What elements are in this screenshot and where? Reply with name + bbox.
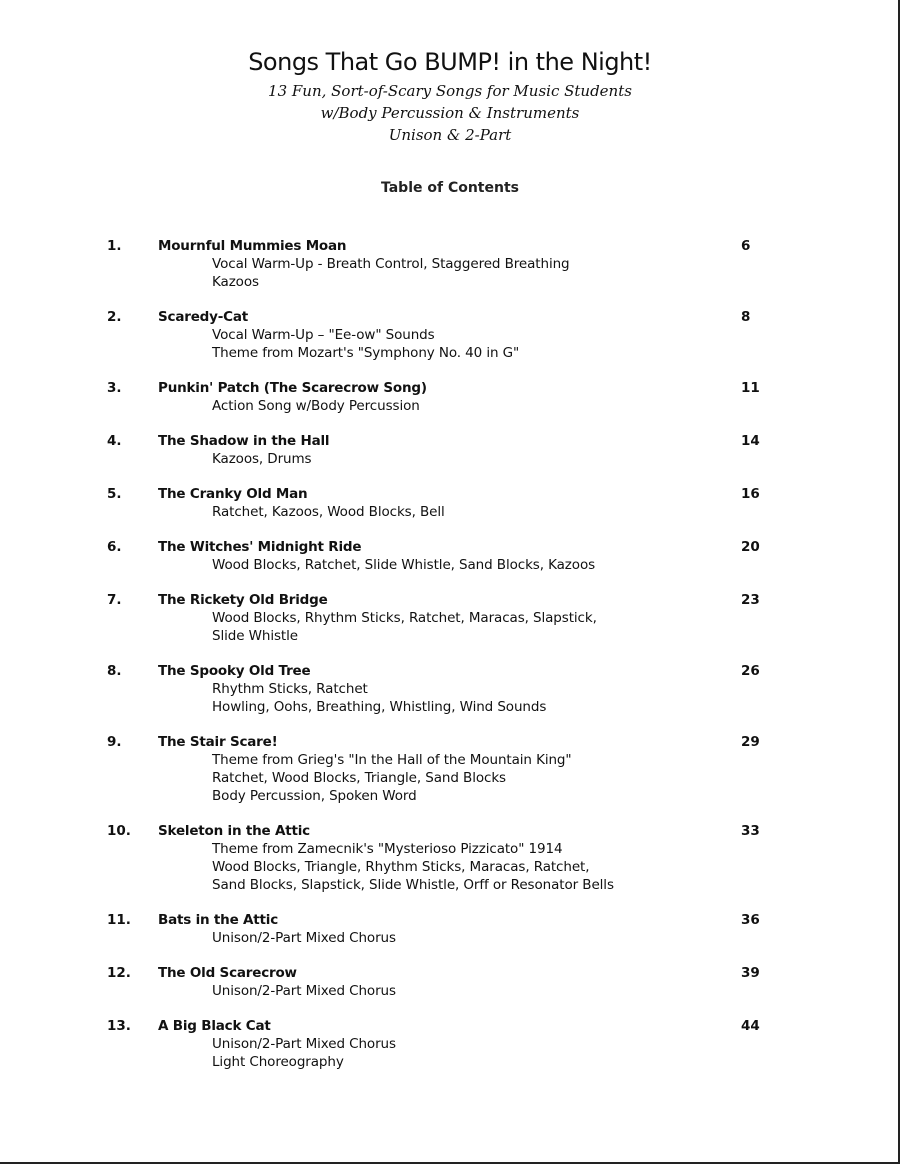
- toc-entry: [0, 822, 900, 911]
- entry-page: 33: [741, 823, 760, 839]
- entry-details: [212, 450, 312, 468]
- toc-entry: [0, 733, 900, 822]
- entry-detail: Ratchet, Kazoos, Wood Blocks, Bell: [212, 504, 445, 520]
- toc-entry: [0, 964, 900, 1017]
- toc-entry: [0, 1017, 900, 1088]
- table-of-contents: [0, 237, 900, 1088]
- entry-detail: Body Percussion, Spoken Word: [212, 788, 417, 804]
- toc-entry: [0, 432, 900, 485]
- entry-detail: Wood Blocks, Triangle, Rhythm Sticks, Maracas, Ratchet,: [212, 859, 590, 875]
- entry-detail: Kazoos: [212, 274, 259, 290]
- entry-title: The Witches' Midnight Ride: [158, 539, 362, 555]
- entry-number: 8.: [107, 663, 122, 679]
- entry-page: 36: [741, 912, 760, 928]
- entry-number: 9.: [107, 734, 122, 750]
- entry-title: Mournful Mummies Moan: [158, 238, 347, 254]
- entry-page: 26: [741, 663, 760, 679]
- toc-entry: [0, 538, 900, 591]
- toc-heading: Table of Contents: [380, 180, 519, 196]
- toc-entry: [0, 379, 900, 432]
- entry-detail: Theme from Zamecnik's "Mysterioso Pizzicato" 1914: [212, 841, 563, 857]
- entry-number: 13.: [107, 1018, 131, 1034]
- entry-number: 2.: [107, 309, 122, 325]
- entry-detail: Sand Blocks, Slapstick, Slide Whistle, Orff or Resonator Bells: [212, 877, 614, 893]
- entry-detail: Theme from Grieg's "In the Hall of the Mountain King": [212, 752, 572, 768]
- entry-detail: Unison/2-Part Mixed Chorus: [212, 983, 396, 999]
- entry-number: 4.: [107, 433, 122, 449]
- entry-details: [212, 929, 396, 947]
- entry-title: The Rickety Old Bridge: [158, 592, 328, 608]
- entry-details: [212, 326, 519, 362]
- subtitle-line-3: Unison & 2-Part: [388, 126, 512, 144]
- entry-number: 11.: [107, 912, 131, 928]
- entry-number: 3.: [107, 380, 122, 396]
- entry-page: 20: [741, 539, 760, 555]
- entry-number: 10.: [107, 823, 131, 839]
- entry-details: [212, 397, 420, 415]
- entry-detail: Theme from Mozart's "Symphony No. 40 in G": [212, 345, 520, 361]
- entry-title: The Cranky Old Man: [158, 486, 308, 502]
- entry-detail: Unison/2-Part Mixed Chorus: [212, 930, 396, 946]
- book-title: Songs That Go BUMP! in the Night!: [248, 48, 652, 76]
- entry-number: 12.: [107, 965, 131, 981]
- entry-number: 7.: [107, 592, 122, 608]
- entry-title: The Old Scarecrow: [158, 965, 297, 981]
- toc-entry: [0, 662, 900, 733]
- entry-detail: Rhythm Sticks, Ratchet: [212, 681, 368, 697]
- entry-details: [212, 751, 572, 805]
- entry-number: 6.: [107, 539, 122, 555]
- entry-detail: Howling, Oohs, Breathing, Whistling, Wind Sounds: [212, 699, 547, 715]
- entry-page: 6: [741, 238, 751, 254]
- entry-details: [212, 1035, 396, 1071]
- entry-detail: Kazoos, Drums: [212, 451, 312, 467]
- entry-page: 39: [741, 965, 760, 981]
- entry-detail: Vocal Warm-Up - Breath Control, Staggered Breathing: [212, 256, 570, 272]
- entry-detail: Light Choreography: [212, 1054, 344, 1070]
- entry-number: 1.: [107, 238, 122, 254]
- entry-details: [212, 556, 595, 574]
- entry-detail: Slide Whistle: [212, 628, 298, 644]
- entry-details: [212, 609, 597, 645]
- entry-details: [212, 503, 445, 521]
- entry-page: 8: [741, 309, 751, 325]
- entry-page: 16: [741, 486, 760, 502]
- entry-detail: Action Song w/Body Percussion: [212, 398, 420, 414]
- entry-details: [212, 255, 570, 291]
- entry-title: The Shadow in the Hall: [158, 433, 330, 449]
- entry-page: 23: [741, 592, 760, 608]
- entry-detail: Wood Blocks, Ratchet, Slide Whistle, Sand Blocks, Kazoos: [212, 557, 596, 573]
- entry-detail: Ratchet, Wood Blocks, Triangle, Sand Blocks: [212, 770, 506, 786]
- entry-title: The Spooky Old Tree: [158, 663, 311, 679]
- document-header: [0, 44, 900, 146]
- entry-details: [212, 982, 396, 1000]
- entry-details: [212, 840, 614, 894]
- entry-number: 5.: [107, 486, 122, 502]
- entry-page: 14: [741, 433, 760, 449]
- toc-entry: [0, 911, 900, 964]
- subtitle-line-1: 13 Fun, Sort-of-Scary Songs for Music Students: [268, 82, 632, 100]
- entry-title: Scaredy-Cat: [158, 309, 248, 325]
- entry-title: Bats in the Attic: [158, 912, 279, 928]
- toc-entry: [0, 591, 900, 662]
- entry-detail: Vocal Warm-Up – "Ee-ow" Sounds: [212, 327, 435, 343]
- entry-detail: Unison/2-Part Mixed Chorus: [212, 1036, 396, 1052]
- toc-entry: [0, 485, 900, 538]
- entry-details: [212, 680, 546, 716]
- entry-page: 11: [741, 380, 760, 396]
- toc-entry: [0, 237, 900, 308]
- entry-title: Skeleton in the Attic: [158, 823, 310, 839]
- entry-title: The Stair Scare!: [158, 734, 278, 750]
- subtitle-line-2: w/Body Percussion & Instruments: [320, 104, 580, 122]
- entry-title: A Big Black Cat: [158, 1018, 271, 1034]
- entry-title: Punkin' Patch (The Scarecrow Song): [158, 380, 427, 396]
- entry-page: 44: [741, 1018, 760, 1034]
- entry-page: 29: [741, 734, 760, 750]
- toc-entry: [0, 308, 900, 379]
- entry-detail: Wood Blocks, Rhythm Sticks, Ratchet, Maracas, Slapstick,: [212, 610, 597, 626]
